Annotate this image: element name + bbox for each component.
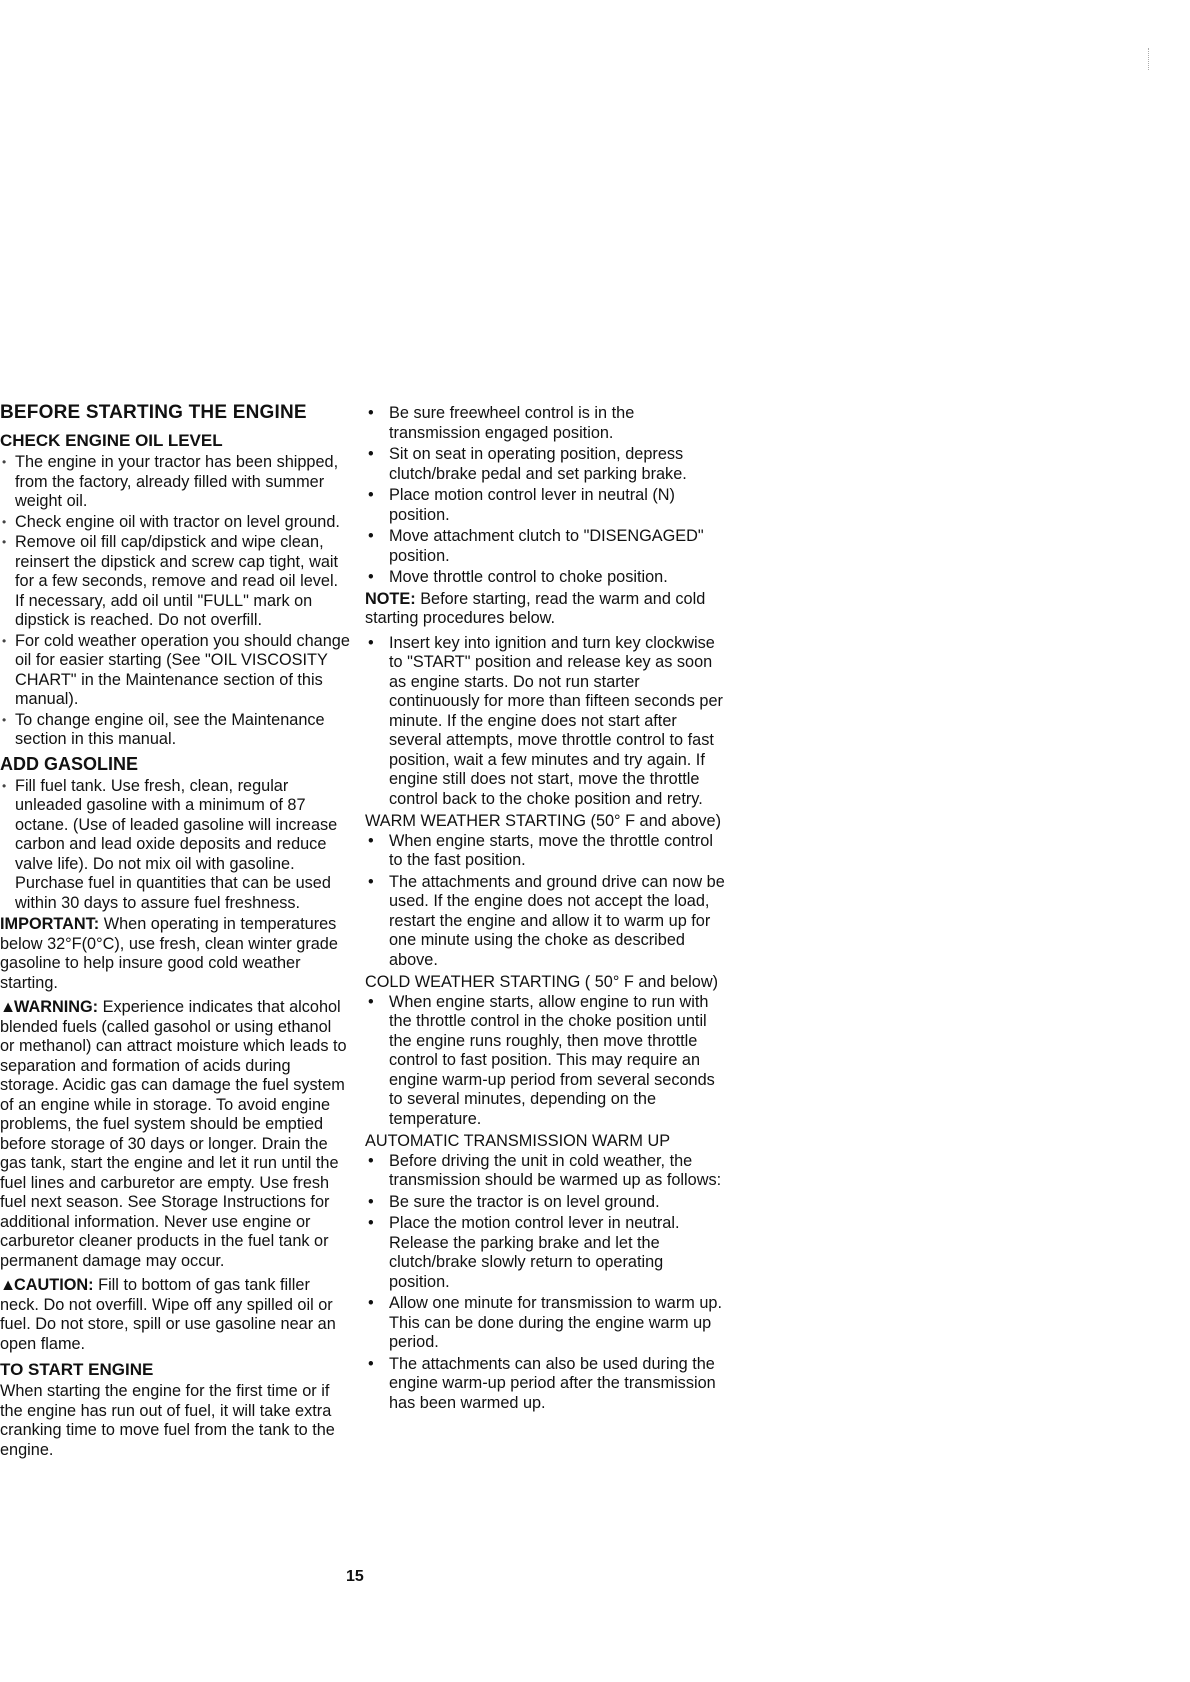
auto-item: • Be sure the tractor is on level ground. <box>365 1193 725 1213</box>
important-text: When operating in temperatures below 32°F(0°C), use fresh, clean winter grade gasoline to help insure good cold weather starting. <box>0 915 338 992</box>
warm-weather-heading: WARM WEATHER STARTING (50° F and above) <box>365 812 722 830</box>
note-label: NOTE: <box>365 589 416 608</box>
cold-list <box>365 993 725 1130</box>
auto-list <box>365 1152 725 1414</box>
caution-paragraph <box>0 1276 350 1354</box>
warning-label: WARNING: <box>14 998 99 1016</box>
auto-transmission-heading: AUTOMATIC TRANSMISSION WARM UP <box>365 1132 671 1150</box>
oil-item: • Check engine oil with tractor on level ground. <box>0 513 350 533</box>
warning-text: Experience indicates that alcohol blended fuels (called gasohol or using ethanol or methanol) can attract moisture which leads to separation and formation of acids during storage. Acidic gas can damage the fuel system of an engine while in storage. To avoid engine problems, the fuel system should be emptied before storage of 30 days or longer. Drain the gas tank, start the engine and let it run until the fuel lines and carburetor are empty. Use fresh fuel next season. See Storage Instructions for additional information. Never use engine or carburetor cleaner products in the fuel tank or permanent damage may occur. <box>0 998 347 1270</box>
page-number: 15 <box>346 1568 364 1585</box>
note-text: Before starting, read the warm and cold starting procedures below. <box>365 589 706 627</box>
right-column <box>365 404 725 1415</box>
prestart-item: • Move attachment clutch to "DISENGAGED" position. <box>365 527 725 566</box>
oil-item: • For cold weather operation you should change oil for easier starting (See "OIL VISCOSITY CHART" in the Maintenance section of this manual). <box>0 632 350 710</box>
oil-item: • The engine in your tractor has been shipped, from the factory, already filled with summer weight oil. <box>0 453 350 512</box>
start-heading: TO START ENGINE <box>0 1360 154 1379</box>
oil-item: • Remove oil fill cap/dipstick and wipe clean, reinsert the dipstick and screw cap tight, wait for a few seconds, remove and read oil level. If necessary, add oil until "FULL" mark on dipstick is reached. Do not overfill. <box>0 533 350 631</box>
prestart-list <box>365 404 725 588</box>
warm-list <box>365 832 725 971</box>
key-list <box>365 634 725 810</box>
warning-triangle-icon: ▲ <box>0 998 17 1016</box>
margin-mark <box>1148 48 1151 70</box>
caution-label: CAUTION: <box>14 1276 94 1294</box>
prestart-item: • Place motion control lever in neutral (N) position. <box>365 486 725 525</box>
important-paragraph <box>0 915 350 993</box>
auto-item: • Allow one minute for transmission to warm up. This can be done during the engine warm up period. <box>365 1294 725 1353</box>
key-item: • Insert key into ignition and turn key clockwise to "START" position and release key as soon as engine starts. Do not run starter continuously for more than fifteen seconds per minute. If the engine does not start after several attempts, move throttle control to fast position, wait a few minutes and try again. If engine still does not start, move the throttle control back to the choke position and retry. <box>365 634 725 810</box>
start-text: When starting the engine for the first time or if the engine has run out of fuel, it will take extra cranking time to move fuel from the tank to the engine. <box>0 1382 335 1459</box>
gas-item: • Fill fuel tank. Use fresh, clean, regular unleaded gasoline with a minimum of 87 octane. (Use of leaded gasoline will increase carbon and lead oxide deposits and reduce valve life). Do not mix oil with gasoline. Purchase fuel in quantities that can be used within 30 days to assure fuel freshness. <box>0 777 350 914</box>
warm-item: • When engine starts, move the throttle control to the fast position. <box>365 832 725 871</box>
gas-list <box>0 777 350 914</box>
warm-item: • The attachments and ground drive can now be used. If the engine does not accept the load, restart the engine and allow it to warm up for one minute using the choke as described above. <box>365 873 725 971</box>
auto-item: • Place the motion control lever in neutral. Release the parking brake and let the clutch/brake slowly return to operating position. <box>365 1214 725 1292</box>
prestart-item: • Sit on seat in operating position, depress clutch/brake pedal and set parking brake. <box>365 445 725 484</box>
note-paragraph <box>365 590 725 629</box>
important-label: IMPORTANT: <box>0 915 100 933</box>
cold-weather-heading: COLD WEATHER STARTING ( 50° F and below) <box>365 973 719 991</box>
caution-triangle-icon: ▲ <box>0 1276 17 1294</box>
caution-text: Fill to bottom of gas tank filler neck. Do not overfill. Wipe off any spilled oil or fuel. Do not store, spill or use gasoline near an open flame. <box>0 1276 336 1353</box>
prestart-item: • Move throttle control to choke position. <box>365 568 725 588</box>
oil-heading: CHECK ENGINE OIL LEVEL <box>0 431 223 450</box>
auto-item: • Before driving the unit in cold weather, the transmission should be warmed up as follows: <box>365 1152 725 1191</box>
cold-item: • When engine starts, allow engine to run with the throttle control in the choke position until the engine runs roughly, then move throttle control to fast position. This may require an engine warm-up period from several seconds to several minutes, depending on the temperature. <box>365 993 725 1130</box>
warning-paragraph <box>0 998 350 1271</box>
oil-list <box>0 453 350 750</box>
prestart-item: • Be sure freewheel control is in the transmission engaged position. <box>365 404 725 443</box>
oil-item: • To change engine oil, see the Maintenance section in this manual. <box>0 711 350 750</box>
left-column <box>0 402 350 1465</box>
gas-heading: ADD GASOLINE <box>0 753 139 774</box>
auto-item: • The attachments can also be used during the engine warm-up period after the transmission has been warmed up. <box>365 1355 725 1414</box>
section-title: BEFORE STARTING THE ENGINE <box>0 402 307 423</box>
